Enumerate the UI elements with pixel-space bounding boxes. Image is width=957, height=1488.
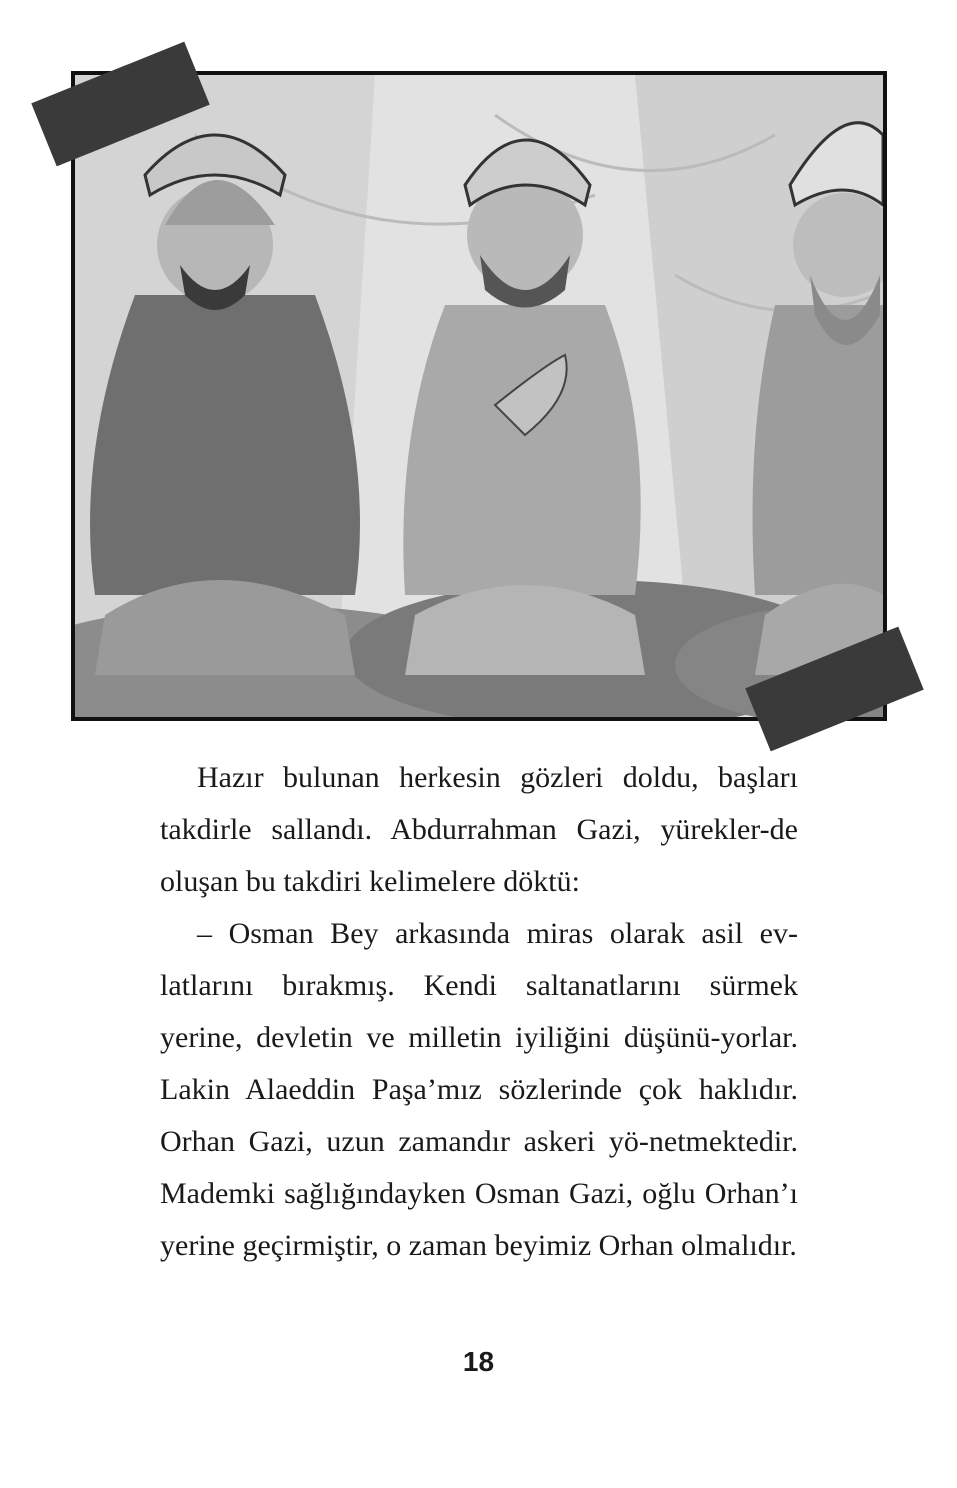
illustration <box>71 71 887 721</box>
story-text <box>160 752 798 1272</box>
paragraph: Hazır bulunan herkesin gözleri doldu, başları takdirle sallandı. Abdurrahman Gazi, yürekler-de oluşan bu takdiri kelimelere döktü: <box>160 761 798 898</box>
three-seated-men-illustration <box>75 75 883 717</box>
paragraph: – Osman Bey arkasında miras olarak asil ev-latlarını bırakmış. Kendi saltanatlarını sürmek yerine, devletin ve milletin iyiliğini düşünü-yorlar. Lakin Alaeddin Paşa’mız sözlerinde çok haklıdır. Orhan Gazi, uzun zamandır askeri yö-netmektedir. Mademki sağlığındayken Osman Gazi, oğlu Orhan’ı yerine geçirmiştir, o zaman beyimiz Orhan olmalıdır. <box>160 917 798 1262</box>
page-number: 18 <box>462 1346 495 1377</box>
